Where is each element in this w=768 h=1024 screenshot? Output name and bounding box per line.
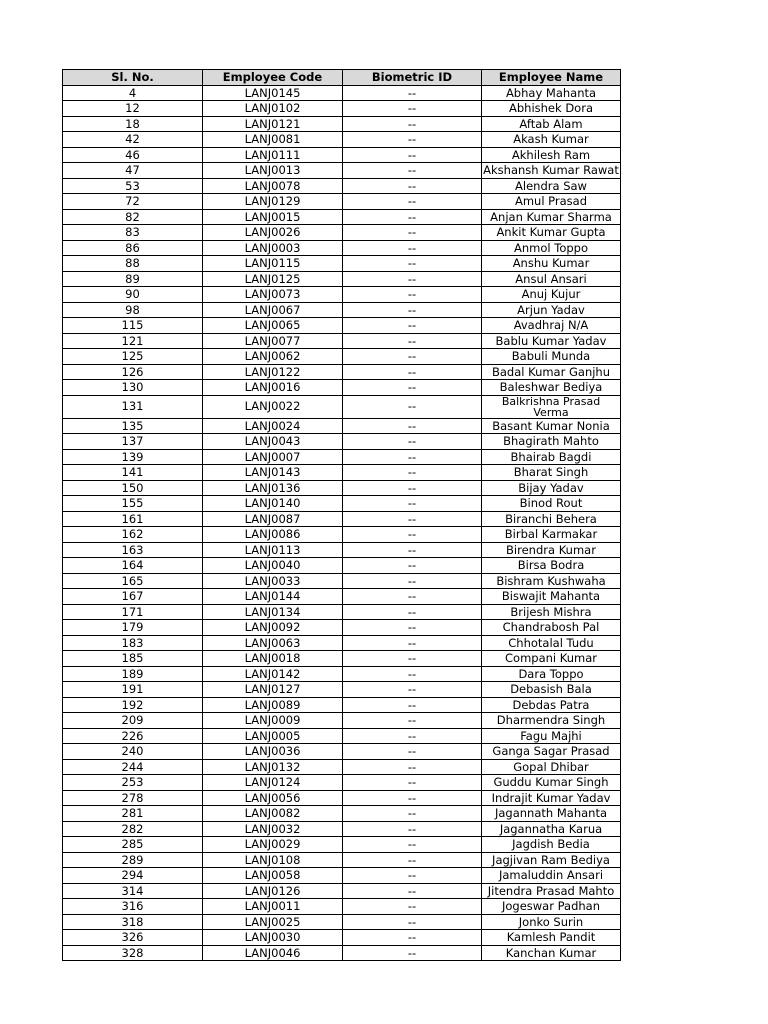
cell-employee-code: LANJ0136 [203,480,343,496]
table-row [63,914,621,930]
table-row [63,194,621,210]
cell-biometric-id: -- [343,85,482,101]
cell-sl-no: 165 [63,573,203,589]
cell-sl-no: 318 [63,914,203,930]
table-row [63,775,621,791]
cell-sl-no: 189 [63,666,203,682]
cell-sl-no: 289 [63,852,203,868]
cell-employee-code: LANJ0134 [203,604,343,620]
table-row [63,333,621,349]
cell-biometric-id: -- [343,449,482,465]
table-row [63,558,621,574]
cell-sl-no: 125 [63,349,203,365]
cell-employee-code: LANJ0005 [203,728,343,744]
cell-employee-code: LANJ0121 [203,116,343,132]
cell-sl-no: 47 [63,163,203,179]
cell-employee-name: Jagannatha Karua [482,821,621,837]
cell-biometric-id: -- [343,697,482,713]
cell-sl-no: 326 [63,930,203,946]
cell-sl-no: 179 [63,620,203,636]
table-row [63,364,621,380]
cell-sl-no: 150 [63,480,203,496]
cell-employee-code: LANJ0062 [203,349,343,365]
cell-biometric-id: -- [343,147,482,163]
cell-biometric-id: -- [343,899,482,915]
cell-sl-no: 137 [63,434,203,450]
cell-employee-code: LANJ0127 [203,682,343,698]
table-row [63,496,621,512]
cell-sl-no: 294 [63,868,203,884]
cell-employee-code: LANJ0115 [203,256,343,272]
cell-biometric-id: -- [343,604,482,620]
cell-employee-name: Anjan Kumar Sharma [482,209,621,225]
cell-biometric-id: -- [343,349,482,365]
table-row [63,256,621,272]
table-row [63,573,621,589]
cell-employee-name: Baleshwar Bediya [482,380,621,396]
cell-employee-name: Binod Rout [482,496,621,512]
cell-sl-no: 162 [63,527,203,543]
table-row [63,209,621,225]
cell-employee-name: Bhairab Bagdi [482,449,621,465]
table-row [63,163,621,179]
table-row [63,682,621,698]
cell-biometric-id: -- [343,465,482,481]
cell-employee-code: LANJ0140 [203,496,343,512]
cell-employee-name: Babuli Munda [482,349,621,365]
table-row [63,116,621,132]
cell-biometric-id: -- [343,287,482,303]
cell-biometric-id: -- [343,434,482,450]
cell-sl-no: 167 [63,589,203,605]
cell-employee-name: Chandrabosh Pal [482,620,621,636]
cell-biometric-id: -- [343,945,482,961]
cell-sl-no: 328 [63,945,203,961]
cell-employee-name: Jitendra Prasad Mahto [482,883,621,899]
cell-employee-code: LANJ0011 [203,899,343,915]
cell-sl-no: 83 [63,225,203,241]
cell-employee-code: LANJ0086 [203,527,343,543]
table-row [63,418,621,434]
cell-sl-no: 155 [63,496,203,512]
cell-employee-name: Kamlesh Pandit [482,930,621,946]
table-row [63,930,621,946]
cell-employee-code: LANJ0033 [203,573,343,589]
cell-employee-name: Anshu Kumar [482,256,621,272]
cell-biometric-id: -- [343,883,482,899]
table-row [63,542,621,558]
table-row [63,744,621,760]
cell-employee-code: LANJ0040 [203,558,343,574]
cell-biometric-id: -- [343,837,482,853]
cell-employee-code: LANJ0087 [203,511,343,527]
cell-employee-name: Amul Prasad [482,194,621,210]
cell-biometric-id: -- [343,868,482,884]
table-row [63,395,621,418]
cell-employee-name: Aftab Alam [482,116,621,132]
cell-employee-name: Akash Kumar [482,132,621,148]
cell-sl-no: 191 [63,682,203,698]
table-row [63,380,621,396]
cell-employee-name: Avadhraj N/A [482,318,621,334]
cell-employee-name: Dharmendra Singh [482,713,621,729]
table-row [63,728,621,744]
cell-employee-code: LANJ0111 [203,147,343,163]
cell-sl-no: 281 [63,806,203,822]
cell-biometric-id: -- [343,852,482,868]
cell-sl-no: 126 [63,364,203,380]
cell-employee-name: Alendra Saw [482,178,621,194]
cell-biometric-id: -- [343,132,482,148]
cell-biometric-id: -- [343,380,482,396]
table-row [63,225,621,241]
cell-biometric-id: -- [343,930,482,946]
cell-biometric-id: -- [343,790,482,806]
cell-employee-code: LANJ0058 [203,868,343,884]
cell-employee-name: Jagdish Bedia [482,837,621,853]
cell-employee-code: LANJ0125 [203,271,343,287]
table-row [63,240,621,256]
cell-employee-name: Jagannath Mahanta [482,806,621,822]
cell-biometric-id: -- [343,542,482,558]
table-row [63,821,621,837]
cell-biometric-id: -- [343,101,482,117]
cell-employee-code: LANJ0143 [203,465,343,481]
cell-biometric-id: -- [343,318,482,334]
cell-sl-no: 164 [63,558,203,574]
cell-employee-code: LANJ0024 [203,418,343,434]
table-row [63,713,621,729]
table-row [63,697,621,713]
cell-employee-code: LANJ0142 [203,666,343,682]
table-row [63,651,621,667]
table-row [63,465,621,481]
cell-employee-code: LANJ0029 [203,837,343,853]
cell-employee-name: Bablu Kumar Yadav [482,333,621,349]
cell-sl-no: 82 [63,209,203,225]
table-row [63,635,621,651]
cell-biometric-id: -- [343,821,482,837]
cell-employee-name: Birbal Karmakar [482,527,621,543]
cell-employee-name: Abhay Mahanta [482,85,621,101]
cell-employee-code: LANJ0145 [203,85,343,101]
header-employee-name: Employee Name [482,70,621,86]
cell-employee-name: Akshansh Kumar Rawat [483,163,619,177]
cell-sl-no: 226 [63,728,203,744]
table-row [63,147,621,163]
cell-employee-code: LANJ0032 [203,821,343,837]
table-row [63,132,621,148]
cell-biometric-id: -- [343,496,482,512]
table-row [63,302,621,318]
table-row [63,620,621,636]
cell-sl-no: 183 [63,635,203,651]
table-row [63,589,621,605]
cell-employee-name: Bijay Yadav [482,480,621,496]
cell-sl-no: 135 [63,418,203,434]
cell-employee-code: LANJ0013 [203,163,343,179]
cell-sl-no: 46 [63,147,203,163]
cell-biometric-id: -- [343,480,482,496]
cell-employee-name: Balkrishna Prasad Verma [482,395,621,418]
table-row [63,806,621,822]
cell-employee-name: Biswajit Mahanta [482,589,621,605]
cell-biometric-id: -- [343,806,482,822]
cell-sl-no: 316 [63,899,203,915]
cell-employee-code: LANJ0016 [203,380,343,396]
cell-sl-no: 72 [63,194,203,210]
table-row [63,101,621,117]
cell-sl-no: 88 [63,256,203,272]
cell-biometric-id: -- [343,527,482,543]
cell-employee-name: Debasish Bala [482,682,621,698]
cell-employee-name: Jogeswar Padhan [482,899,621,915]
cell-employee-name: Indrajit Kumar Yadav [482,790,621,806]
cell-employee-name: Biranchi Behera [482,511,621,527]
cell-employee-name: Birsa Bodra [482,558,621,574]
header-sl-no: Sl. No. [63,70,203,86]
cell-employee-code: LANJ0073 [203,287,343,303]
cell-employee-name: Badal Kumar Ganjhu [482,364,621,380]
table-row [63,883,621,899]
table-row [63,899,621,915]
cell-employee-name: Ankit Kumar Gupta [482,225,621,241]
cell-employee-name: Arjun Yadav [482,302,621,318]
cell-sl-no: 89 [63,271,203,287]
cell-employee-code: LANJ0018 [203,651,343,667]
cell-employee-name: Jonko Surin [482,914,621,930]
table-row [63,271,621,287]
cell-employee-name: Kanchan Kumar [482,945,621,961]
cell-employee-name: Jagjivan Ram Bediya [482,852,621,868]
cell-sl-no: 139 [63,449,203,465]
cell-employee-name: Anmol Toppo [482,240,621,256]
cell-biometric-id: -- [343,635,482,651]
header-biometric-id: Biometric ID [343,70,482,86]
cell-biometric-id: -- [343,666,482,682]
cell-employee-code: LANJ0132 [203,759,343,775]
table-row [63,790,621,806]
cell-sl-no: 161 [63,511,203,527]
cell-biometric-id: -- [343,302,482,318]
cell-employee-code: LANJ0007 [203,449,343,465]
table-row [63,527,621,543]
table-row [63,604,621,620]
cell-employee-code: LANJ0126 [203,883,343,899]
cell-employee-code: LANJ0009 [203,713,343,729]
cell-employee-code: LANJ0144 [203,589,343,605]
cell-biometric-id: -- [343,713,482,729]
table-row [63,759,621,775]
cell-biometric-id: -- [343,395,482,418]
cell-sl-no: 53 [63,178,203,194]
cell-biometric-id: -- [343,589,482,605]
cell-employee-code: LANJ0026 [203,225,343,241]
cell-employee-code: LANJ0015 [203,209,343,225]
cell-sl-no: 185 [63,651,203,667]
cell-employee-name: Bishram Kushwaha [482,573,621,589]
cell-sl-no: 86 [63,240,203,256]
header-row [63,70,621,86]
table-row [63,287,621,303]
cell-sl-no: 121 [63,333,203,349]
table-row [63,318,621,334]
cell-employee-name: Guddu Kumar Singh [482,775,621,791]
cell-sl-no: 98 [63,302,203,318]
cell-biometric-id: -- [343,271,482,287]
cell-sl-no: 282 [63,821,203,837]
cell-employee-code: LANJ0025 [203,914,343,930]
cell-sl-no: 4 [63,85,203,101]
table-row [63,666,621,682]
cell-employee-code: LANJ0081 [203,132,343,148]
cell-employee-name: Debdas Patra [482,697,621,713]
cell-sl-no: 131 [63,395,203,418]
table-row [63,511,621,527]
cell-sl-no: 240 [63,744,203,760]
cell-employee-name: Compani Kumar [482,651,621,667]
cell-employee-code: LANJ0092 [203,620,343,636]
cell-employee-name: Dara Toppo [482,666,621,682]
table-row [63,868,621,884]
cell-sl-no: 141 [63,465,203,481]
cell-employee-code: LANJ0030 [203,930,343,946]
cell-employee-name: Gopal Dhibar [482,759,621,775]
cell-biometric-id: -- [343,194,482,210]
table-body [63,85,621,961]
table-row [63,945,621,961]
cell-sl-no: 163 [63,542,203,558]
cell-employee-code: LANJ0046 [203,945,343,961]
table-row [63,852,621,868]
cell-employee-code: LANJ0077 [203,333,343,349]
cell-employee-name: Anuj Kujur [482,287,621,303]
cell-employee-code: LANJ0003 [203,240,343,256]
cell-employee-code: LANJ0063 [203,635,343,651]
cell-biometric-id: -- [343,728,482,744]
cell-sl-no: 285 [63,837,203,853]
cell-employee-code: LANJ0108 [203,852,343,868]
cell-employee-name: Chhotalal Tudu [482,635,621,651]
cell-employee-name: Fagu Majhi [482,728,621,744]
cell-employee-code: LANJ0043 [203,434,343,450]
table-row [63,349,621,365]
cell-biometric-id: -- [343,759,482,775]
table-row [63,449,621,465]
cell-biometric-id: -- [343,682,482,698]
cell-biometric-id: -- [343,178,482,194]
cell-biometric-id: -- [343,225,482,241]
cell-sl-no: 18 [63,116,203,132]
cell-biometric-id: -- [343,256,482,272]
cell-employee-name: Abhishek Dora [482,101,621,117]
cell-employee-name: Brijesh Mishra [482,604,621,620]
cell-sl-no: 314 [63,883,203,899]
cell-biometric-id: -- [343,511,482,527]
cell-biometric-id: -- [343,558,482,574]
cell-sl-no: 192 [63,697,203,713]
cell-employee-name: Basant Kumar Nonia [482,418,621,434]
cell-biometric-id: -- [343,775,482,791]
cell-biometric-id: -- [343,744,482,760]
cell-biometric-id: -- [343,914,482,930]
cell-sl-no: 115 [63,318,203,334]
header-employee-code: Employee Code [203,70,343,86]
cell-sl-no: 278 [63,790,203,806]
cell-employee-name: Akhilesh Ram [482,147,621,163]
cell-sl-no: 130 [63,380,203,396]
table-row [63,178,621,194]
cell-sl-no: 209 [63,713,203,729]
cell-sl-no: 171 [63,604,203,620]
cell-employee-name: Bharat Singh [482,465,621,481]
cell-employee-code: LANJ0089 [203,697,343,713]
cell-biometric-id: -- [343,364,482,380]
cell-employee-code: LANJ0036 [203,744,343,760]
cell-sl-no: 12 [63,101,203,117]
table-row [63,837,621,853]
cell-biometric-id: -- [343,240,482,256]
cell-employee-name: Jamaluddin Ansari [482,868,621,884]
cell-employee-code: LANJ0082 [203,806,343,822]
cell-employee-code: LANJ0056 [203,790,343,806]
cell-biometric-id: -- [343,620,482,636]
cell-employee-code: LANJ0113 [203,542,343,558]
cell-employee-name: Ansul Ansari [482,271,621,287]
cell-sl-no: 244 [63,759,203,775]
cell-employee-code: LANJ0065 [203,318,343,334]
table-row [63,85,621,101]
cell-employee-name: Bhagirath Mahto [482,434,621,450]
cell-employee-name: Ganga Sagar Prasad [482,744,621,760]
cell-employee-code: LANJ0022 [203,395,343,418]
cell-biometric-id: -- [343,209,482,225]
cell-employee-code: LANJ0102 [203,101,343,117]
cell-biometric-id: -- [343,116,482,132]
cell-sl-no: 253 [63,775,203,791]
cell-biometric-id: -- [343,573,482,589]
cell-sl-no: 42 [63,132,203,148]
cell-employee-code: LANJ0067 [203,302,343,318]
table-row [63,480,621,496]
cell-biometric-id: -- [343,333,482,349]
employee-table [62,69,621,961]
cell-employee-code: LANJ0124 [203,775,343,791]
cell-employee-code: LANJ0078 [203,178,343,194]
cell-sl-no: 90 [63,287,203,303]
cell-employee-code: LANJ0129 [203,194,343,210]
cell-employee-code: LANJ0122 [203,364,343,380]
cell-biometric-id: -- [343,163,482,179]
table-row [63,434,621,450]
cell-employee-name: Birendra Kumar [482,542,621,558]
cell-biometric-id: -- [343,418,482,434]
cell-biometric-id: -- [343,651,482,667]
